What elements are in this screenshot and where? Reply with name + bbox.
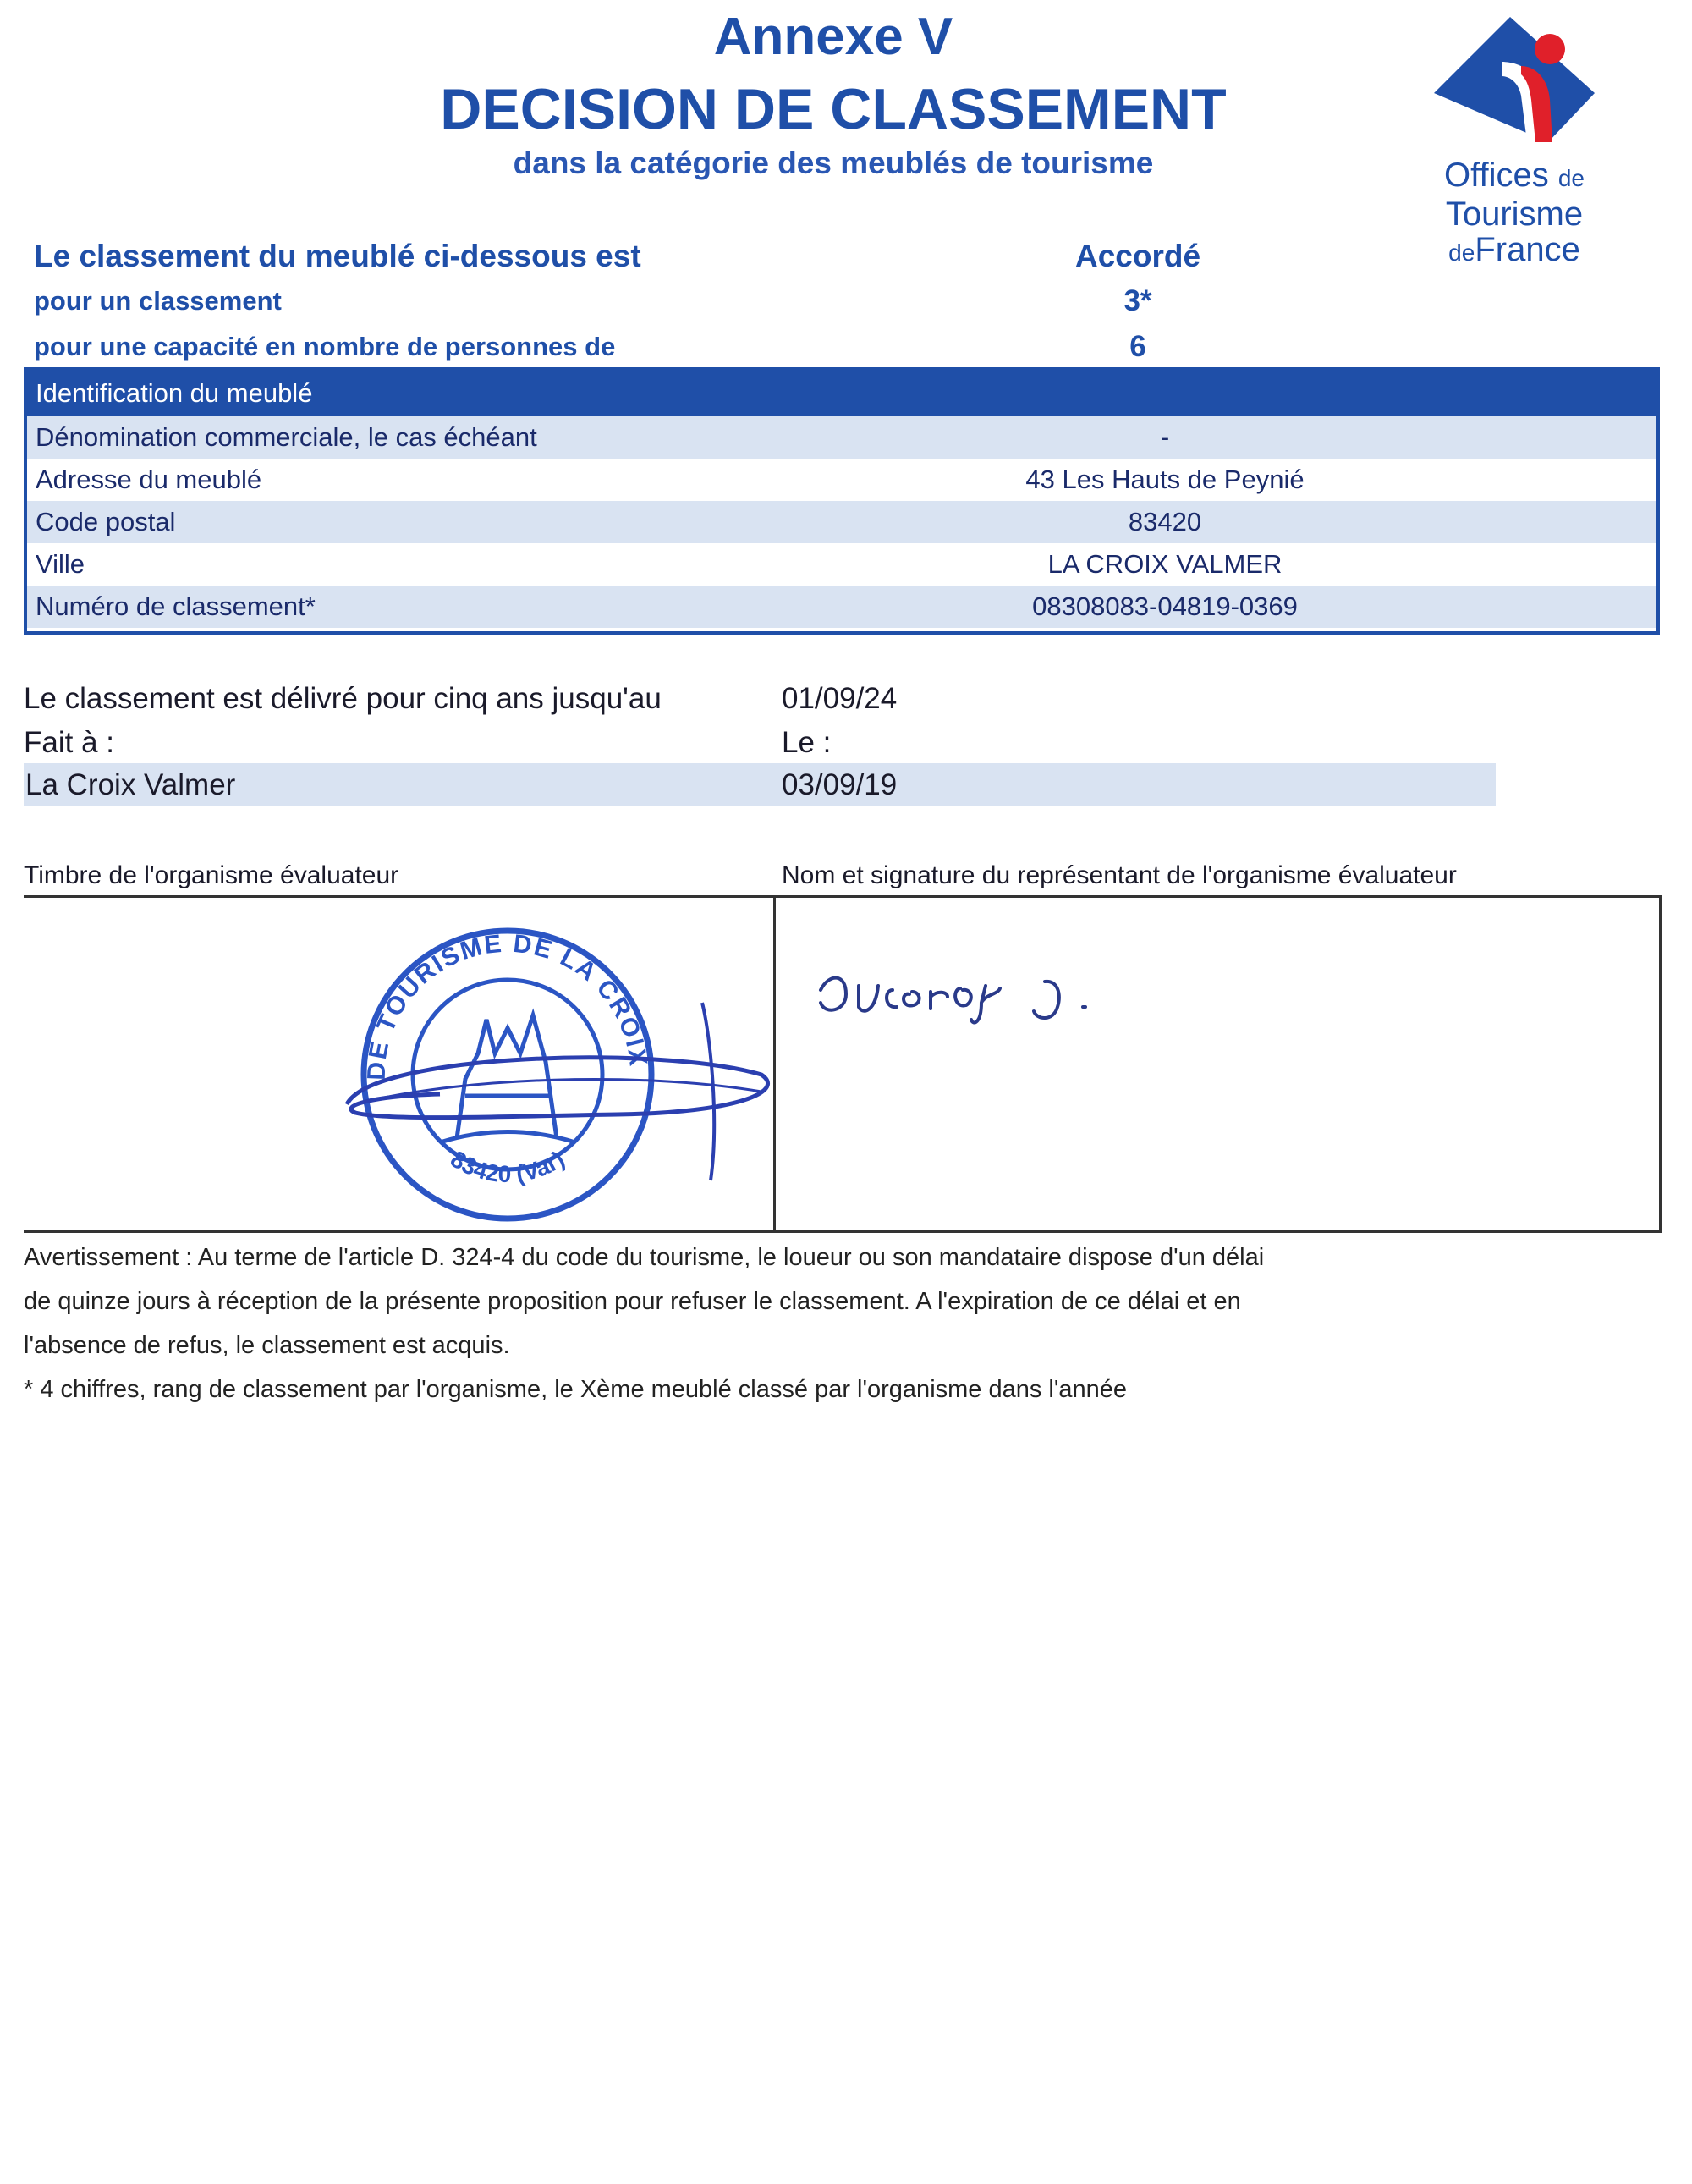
svg-text:83420 (Var) bbox=[446, 1146, 569, 1187]
capacity-value: 6 bbox=[1129, 330, 1146, 363]
row-label: Adresse du meublé bbox=[36, 465, 262, 494]
box-top-border bbox=[24, 895, 1662, 898]
signature-icon bbox=[812, 956, 1167, 1032]
offices-de-tourisme-logo bbox=[1421, 15, 1607, 278]
identification-heading: Identification du meublé bbox=[36, 378, 313, 408]
place-value: La Croix Valmer bbox=[25, 768, 236, 801]
identification-header bbox=[27, 371, 1656, 416]
row-label: Ville bbox=[36, 549, 85, 579]
table-row bbox=[27, 501, 1656, 543]
stamp-label: Timbre de l'organisme évaluateur bbox=[24, 861, 399, 889]
stamp-bottom-text: 83420 (Var) bbox=[446, 1145, 569, 1188]
box-bottom-border bbox=[24, 1230, 1662, 1233]
logo-line3: France bbox=[1475, 231, 1580, 268]
row-value: LA CROIX VALMER bbox=[1047, 549, 1283, 579]
status-label: Le classement du meublé ci-dessous est bbox=[34, 239, 641, 273]
logo-icon bbox=[1421, 15, 1607, 159]
legal-notice-line-1: Avertissement : Au terme de l'article D. 324-4 du code du tourisme, le loueur ou son mandataire dispose d'un délai bbox=[24, 1244, 1265, 1271]
annex-label: Annexe V bbox=[713, 8, 953, 66]
legal-notice-line-2: de quinze jours à réception de la présente proposition pour refuser le classement. A l'expiration de ce délai et en bbox=[24, 1288, 1241, 1315]
box-right-border bbox=[1659, 895, 1662, 1233]
logo-line2: Tourisme bbox=[1445, 195, 1584, 233]
date-value: 03/09/19 bbox=[782, 768, 898, 801]
table-row bbox=[27, 416, 1656, 459]
row-value: 83420 bbox=[1128, 507, 1202, 536]
table-row bbox=[27, 586, 1656, 628]
rank-label: pour un classement bbox=[34, 286, 282, 316]
row-value: - bbox=[1160, 422, 1170, 452]
capacity-label: pour une capacité en nombre de personnes de bbox=[34, 332, 616, 361]
place-date-band bbox=[24, 763, 1496, 806]
identification-table bbox=[24, 367, 1660, 635]
stamp-ring-text: DE TOURISME DE LA CROIX bbox=[362, 929, 653, 1081]
rank-value: 3* bbox=[1123, 284, 1152, 317]
footnote: * 4 chiffres, rang de classement par l'organisme, le Xème meublé classé par l'organisme dans l'année bbox=[24, 1376, 1128, 1403]
handwritten-signature bbox=[812, 956, 1167, 1032]
logo-line1-small: de bbox=[1557, 165, 1585, 191]
document-title: DECISION DE CLASSEMENT bbox=[440, 77, 1227, 141]
table-row bbox=[27, 459, 1656, 501]
row-value: 08308083-04819-0369 bbox=[1032, 591, 1298, 621]
document-subtitle: dans la catégorie des meublés de tourisme bbox=[513, 146, 1154, 180]
row-value: 43 Les Hauts de Peynié bbox=[1025, 465, 1305, 494]
logo-line3-small: de bbox=[1448, 239, 1475, 266]
validity-label: Le classement est délivré pour cinq ans jusqu'au bbox=[24, 682, 662, 715]
official-stamp bbox=[338, 927, 778, 1223]
validity-value: 01/09/24 bbox=[782, 682, 898, 715]
table-row bbox=[27, 543, 1656, 586]
date-label: Le : bbox=[782, 726, 832, 759]
place-label: Fait à : bbox=[24, 726, 114, 759]
logo-line1: Offices bbox=[1443, 157, 1549, 194]
status-value: Accordé bbox=[1074, 239, 1201, 273]
row-label: Dénomination commerciale, le cas échéant bbox=[36, 422, 537, 452]
legal-notice-line-3: l'absence de refus, le classement est acquis. bbox=[24, 1332, 510, 1359]
row-label: Code postal bbox=[36, 507, 176, 536]
stamp-icon bbox=[338, 927, 778, 1223]
row-label: Numéro de classement* bbox=[36, 591, 316, 621]
signature-label: Nom et signature du représentant de l'organisme évaluateur bbox=[782, 861, 1457, 889]
